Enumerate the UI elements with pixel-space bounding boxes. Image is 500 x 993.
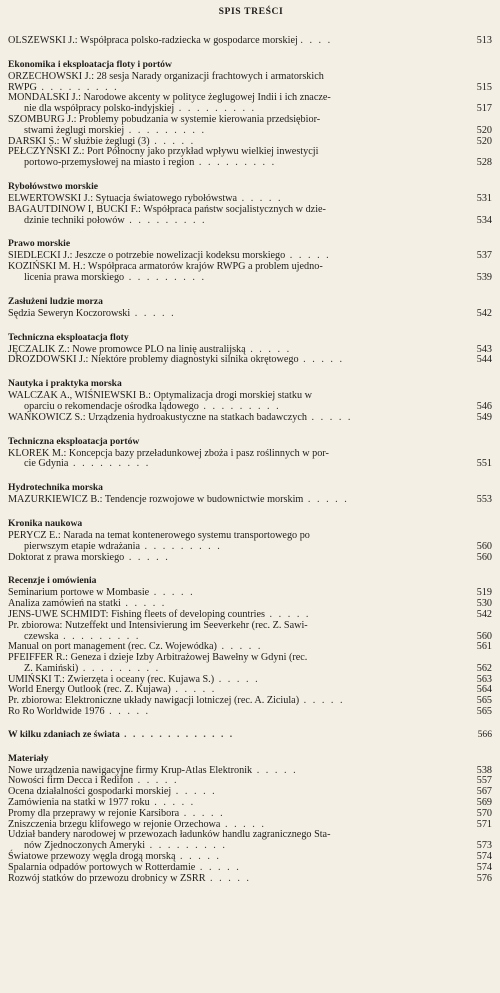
dot-leader: . . . . . — [307, 411, 353, 423]
dot-leader: . . . . . . . . . — [139, 540, 222, 552]
dot-leader: . . . . . — [175, 851, 221, 863]
entry-text: KOZIŃSKI M. H.: Współpraca armatorów krajów RWPG a problem ujedno- — [8, 261, 323, 273]
toc-section — [8, 727, 494, 741]
section-heading: Materiały — [8, 752, 49, 764]
entry-text: OLSZEWSKI J.: Współpraca polsko-radziecka w gospodarce morskiej — [8, 35, 298, 46]
dot-leader: . . . . . — [149, 135, 196, 147]
section-heading: Ekonomika i eksploatacja floty i portów — [8, 58, 172, 70]
entry-text: ELWERTOWSKI J.: Sytuacja światowego rybołówstwa — [8, 192, 238, 204]
dot-leader: . . . . . . . . . — [124, 271, 206, 283]
entry-page: 566 — [477, 728, 492, 740]
entry-text: Nowe urządzenia nawigacyjne firmy Krup-Atlas Elektronik — [8, 764, 253, 776]
dot-leader: . . . . — [300, 35, 333, 46]
entry-text: Pr. zbiorowa: Nutzeffekt und Intensivierung im Seeverkehr (rec. Z. Sawi- — [8, 619, 308, 631]
toc-entry[interactable] — [8, 413, 494, 424]
entry-page: 513 — [476, 35, 492, 46]
entry-page: 544 — [476, 354, 492, 366]
dot-leader: . . . . . . . . . — [78, 662, 161, 674]
section-heading: Rybołówstwo morskie — [8, 180, 99, 192]
entry-page: 571 — [476, 818, 492, 830]
entry-text: BAGAUTDINOW I, BUCKI F.: Współpraca państw socjalistycznych w dzie- — [8, 203, 326, 215]
dot-leader: . . . . . — [264, 608, 311, 620]
entry-text: Zniszczenia brzegu klifowego w rejonie Orzechowa — [8, 818, 221, 830]
entry-page: 553 — [476, 494, 492, 506]
entry-text: WALCZAK A., WIŚNIEWSKI B.: Optymalizacja drogi morskiej statku w — [8, 390, 312, 402]
dot-leader: . . . . . — [170, 684, 217, 696]
entry-page: 543 — [476, 343, 492, 355]
entry-text: Analiza zamówień na statki — [8, 598, 121, 610]
entry-page: 531 — [476, 192, 492, 204]
entry-text: PFEIFFER R.: Geneza i dzieje Izby Arbitrażowej Bawełny w Gdyni (rec. — [8, 652, 308, 664]
entry-page: 562 — [476, 662, 492, 674]
toc-entry[interactable] — [8, 115, 494, 137]
entry-text-continuation: portowo-przemysłowej na miasto i region . . . . . . . . . — [24, 157, 277, 169]
entry-page: 534 — [476, 214, 492, 226]
entry-text: MONDALSKI J.: Narodowe akcenty w polityce żeglugowej Indii i ich znacze- — [8, 92, 331, 104]
dot-leader: . . . . . — [245, 343, 292, 355]
toc-section — [8, 572, 494, 718]
entry-text: Nowości firm Decca i Redifon — [8, 775, 134, 787]
entry-text: Doktorat z prawa morskiego — [8, 551, 125, 563]
dot-leader: . . . . . — [195, 861, 241, 873]
dot-leader: . . . . . . . . . . . . . — [119, 728, 235, 740]
entry-text: Manual on port management (rec. Cz. Wojewódka) — [8, 641, 217, 653]
entry-text: DARSKI S.: W służbie żeglugi (3) — [8, 135, 150, 147]
entry-page: 557 — [476, 775, 492, 787]
entry-text: Rozwój statków do przewozu drobnicy w ZSRR — [8, 872, 206, 884]
section-heading: Hydrotechnika morska — [8, 482, 103, 494]
dot-leader: . . . . . — [237, 192, 283, 204]
entry-text: WAŃKOWICZ S.: Urządzenia hydroakustyczne na statkach badawczych — [8, 411, 307, 423]
toc-section — [8, 515, 494, 563]
toc-section — [8, 750, 494, 885]
dot-leader: . . . . . — [303, 494, 349, 506]
dot-leader: . . . . . — [179, 807, 225, 819]
entry-text-continuation: licenia prawa morskiego . . . . . . . . . — [24, 271, 206, 283]
section-heading: Kronika naukowa — [8, 517, 83, 529]
dot-leader: . . . . . . . . . — [124, 214, 207, 226]
entry-text: UMIŃSKI T.: Zwierzęta i oceany (rec. Kujawa S.) — [8, 673, 215, 685]
dot-leader: . . . . . — [298, 354, 345, 366]
entry-page: 573 — [476, 840, 492, 852]
section-heading: Nautyka i praktyka morska — [8, 378, 122, 390]
toc-entry[interactable] — [8, 309, 494, 320]
toc-entry[interactable] — [8, 621, 494, 643]
entry-page: 569 — [476, 797, 492, 809]
dot-leader: . . . . . . . . . — [58, 630, 141, 642]
dot-leader: . . . . . — [299, 695, 345, 707]
entry-page: 546 — [476, 400, 492, 412]
section-heading: Techniczna eksploatacja portów — [8, 435, 140, 447]
entry-text: Ro Ro Worldwide 1976 — [8, 706, 105, 718]
toc-entry[interactable] — [8, 531, 494, 553]
dot-leader: . . . . . — [149, 797, 196, 809]
entry-page: 563 — [476, 673, 492, 685]
entry-text-continuation: nie dla współpracy polsko-indyjskiej . . . . . . . . . — [24, 103, 257, 115]
entry-text: MAZURKIEWICZ B.: Tendencje rozwojowe w budownictwie morskim — [8, 494, 304, 506]
entry-page: 574 — [476, 861, 492, 873]
toc-section — [8, 56, 494, 169]
entry-page: 539 — [476, 271, 492, 283]
entry-page: 537 — [476, 250, 492, 262]
entry-page: 576 — [476, 872, 492, 884]
entry-text: Światowe przewozy węgla drogą morską — [8, 851, 176, 863]
entry-page: 551 — [476, 458, 492, 470]
toc-entry[interactable] — [8, 553, 494, 564]
entry-text: Zamówienia na statki w 1977 roku — [8, 797, 150, 809]
entry-page: 574 — [476, 851, 492, 863]
entry-page: 560 — [476, 551, 492, 563]
toc-entry[interactable] — [8, 874, 494, 885]
dot-leader: . . . . . . . . . — [194, 157, 277, 169]
dot-leader: . . . . . — [149, 587, 195, 599]
toc-entry[interactable] — [8, 495, 494, 506]
section-heading-text: W kilku zdaniach ze świata — [8, 728, 120, 740]
entry-page: 528 — [476, 157, 492, 169]
dot-leader: . . . . . . . . . — [198, 400, 281, 412]
entry-text: Udział bandery narodowej w przewozach ładunków handlu zagranicznego Sta- — [8, 829, 331, 841]
toc-entry[interactable] — [8, 93, 494, 115]
section-heading[interactable] — [8, 727, 494, 741]
page-title: SPIS TREŚCI — [218, 6, 284, 17]
entry-text-continuation: nów Zjednoczonych Ameryki . . . . . . . . . — [24, 840, 227, 852]
entry-text: Pr. zbiorowa: Elektroniczne układy nawigacji lotniczej (rec. A. Ziciula) — [8, 695, 300, 707]
dot-leader: . . . . . — [133, 775, 179, 787]
toc-section — [8, 235, 494, 283]
entry-text: ORZECHOWSKI J.: 28 sesja Narady organizacji frachtowych i armatorskich — [8, 70, 324, 82]
entry-page: 538 — [476, 764, 492, 776]
entry-text-continuation: Z. Kamiński) . . . . . . . . . — [24, 662, 161, 674]
section-heading: Zasłużeni ludzie morza — [8, 295, 103, 307]
entry-page: 567 — [476, 786, 492, 798]
toc-entry[interactable] — [8, 262, 494, 284]
entry-text: Sędzia Seweryn Koczorowski — [8, 307, 131, 319]
dot-leader: . . . . . . . . . — [124, 124, 207, 136]
entry-text-continuation: oparciu o rekomendacje ośrodka lądowego . . . . . . . . . — [24, 400, 281, 412]
entry-page: 565 — [476, 695, 492, 707]
toc-entry[interactable] — [8, 36, 494, 47]
entry-text: KLOREK M.: Koncepcja bazy przeładunkowej zboża i pasz roślinnych w por- — [8, 447, 329, 459]
dot-leader: . . . . . . . . . — [36, 81, 119, 93]
entry-text: PEŁCZYŃSKI Z.: Port Północny jako przykład wpływu wielkiej inwestycji — [8, 146, 319, 158]
toc-entry[interactable] — [8, 830, 494, 852]
entry-text: DROZDOWSKI J.: Niektóre problemy diagnostyki silnika okrętowego — [8, 354, 299, 366]
entry-text-continuation: cie Gdynia . . . . . . . . . — [24, 458, 151, 470]
entry-page: 519 — [476, 587, 492, 599]
entry-page: 565 — [476, 706, 492, 718]
entry-page: 560 — [476, 630, 492, 642]
toc-section — [8, 293, 494, 320]
dot-leader: . . . . . — [216, 641, 263, 653]
dot-leader: . . . . . — [214, 673, 260, 685]
toc-entry[interactable] — [8, 355, 494, 366]
entry-page: 542 — [476, 608, 492, 620]
entry-page: 515 — [476, 81, 492, 93]
toc-entry[interactable] — [8, 391, 494, 413]
dot-leader: . . . . . — [252, 764, 298, 776]
entry-page: 564 — [476, 684, 492, 696]
dot-leader: . . . . . — [104, 706, 151, 718]
section-heading: Prawo morskie — [8, 238, 71, 250]
dot-leader: . . . . . . . . . — [68, 458, 151, 470]
entry-text-continuation: czewska . . . . . . . . . — [24, 630, 141, 642]
entry-text-continuation: stwami żeglugi morskiej . . . . . . . . . — [24, 124, 207, 136]
toc-entry[interactable] — [8, 72, 494, 94]
toc-sections — [8, 56, 494, 885]
toc-entry[interactable] — [8, 147, 494, 169]
dot-leader: . . . . . — [220, 818, 266, 830]
toc-entry[interactable] — [8, 707, 494, 718]
entry-page: 517 — [476, 103, 492, 115]
dot-leader: . . . . . . . . . — [145, 840, 227, 852]
dot-leader: . . . . . — [124, 551, 170, 563]
toc-section — [8, 329, 494, 367]
dot-leader: . . . . . — [171, 786, 217, 798]
entry-text: JENS-UWE SCHMIDT: Fishing fleets of developing countries — [8, 608, 265, 620]
dot-leader: . . . . . . . . . — [174, 103, 257, 115]
entry-text-continuation: pierwszym etapie wdrażania . . . . . . . . . — [24, 540, 222, 552]
entry-text: Seminarium portowe w Mombasie — [8, 587, 150, 599]
toc-section — [8, 433, 494, 471]
toc-section — [8, 178, 494, 226]
entry-page: 530 — [476, 598, 492, 610]
toc-entry[interactable] — [8, 449, 494, 471]
toc-section — [8, 479, 494, 506]
section-heading: Techniczna eksploatacja floty — [8, 331, 129, 343]
dot-leader: . . . . . — [120, 598, 167, 610]
entry-page: 520 — [476, 124, 492, 136]
entry-page: 570 — [476, 807, 492, 819]
entry-page: 560 — [476, 540, 492, 552]
toc-section — [8, 375, 494, 423]
entry-text: SIEDLECKI J.: Jeszcze o potrzebie nowelizacji kodeksu morskiego — [8, 250, 286, 262]
entry-page: 520 — [476, 135, 492, 147]
dot-leader: . . . . . — [285, 250, 331, 262]
entry-text: JĘCZALIK Z.: Nowe promowce PLO na linię australijską — [8, 343, 246, 355]
entry-text-continuation: RWPG . . . . . . . . . — [8, 81, 119, 93]
toc-entry[interactable] — [8, 205, 494, 227]
entry-text: Ocena działalności gospodarki morskiej — [8, 786, 172, 798]
entry-text: Promy dla przeprawy w rejonie Karsibora — [8, 807, 180, 819]
section-heading: Recenzje i omówienia — [8, 575, 97, 587]
entry-text: Spalarnia odpadów portowych w Rotterdamie — [8, 861, 196, 873]
entry-text-continuation: dzinie techniki połowów . . . . . . . . . — [24, 214, 207, 226]
entry-page: 561 — [476, 641, 492, 653]
entry-page: 549 — [476, 411, 492, 423]
entry-text: World Energy Outlook (rec. Z. Kujawa) — [8, 684, 171, 696]
dot-leader: . . . . . — [205, 872, 251, 884]
entry-text: SZOMBURG J.: Problemy pobudzania w systemie kierowania przedsiębior- — [8, 113, 321, 125]
entry-page: 542 — [476, 307, 492, 319]
toc-entry[interactable] — [8, 653, 494, 675]
dot-leader: . . . . . — [130, 307, 176, 319]
entry-text: PERYCZ E.: Narada na temat kontenerowego systemu transportowego po — [8, 529, 310, 541]
